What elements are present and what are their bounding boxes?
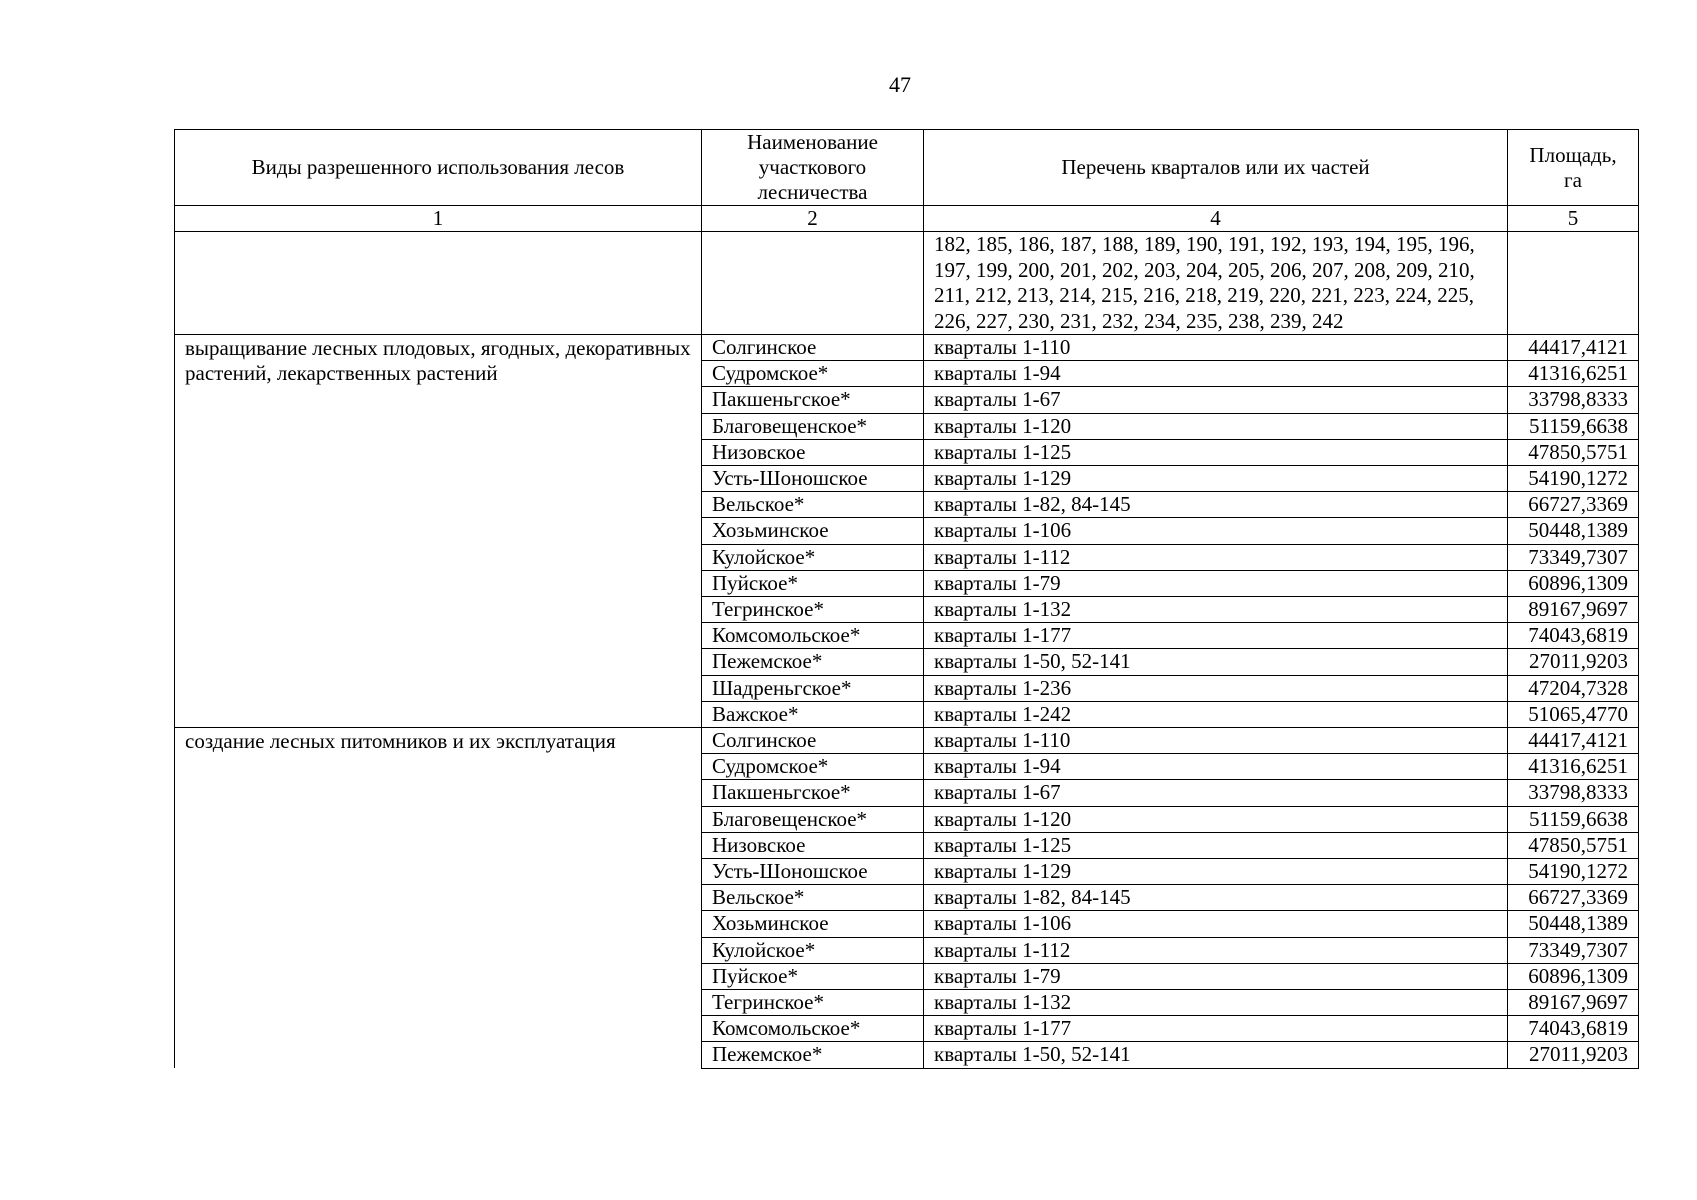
area-cell: 41316,6251 xyxy=(1508,361,1639,387)
area-cell: 50448,1389 xyxy=(1508,518,1639,544)
quarters-cell: кварталы 1-67 xyxy=(924,780,1508,806)
quarters-cell: кварталы 1-132 xyxy=(924,990,1508,1016)
area-cell: 60896,1309 xyxy=(1508,570,1639,596)
quarters-cell: кварталы 1-125 xyxy=(924,832,1508,858)
forestry-name-cell: Пуйское* xyxy=(702,963,924,989)
quarters-cell: кварталы 1-50, 52-141 xyxy=(924,649,1508,675)
forestry-name-cell: Комсомольское* xyxy=(702,623,924,649)
forestry-name-cell: Важское* xyxy=(702,701,924,727)
forestry-name-cell: Тегринское* xyxy=(702,597,924,623)
header-forestry-name: Наименование участкового лесничества xyxy=(702,130,924,206)
area-cell: 66727,3369 xyxy=(1508,885,1639,911)
quarters-cell: кварталы 1-236 xyxy=(924,675,1508,701)
quarters-cell: кварталы 1-120 xyxy=(924,413,1508,439)
area-cell: 73349,7307 xyxy=(1508,544,1639,570)
forestry-name-cell: Усть-Шоношское xyxy=(702,859,924,885)
column-number: 2 xyxy=(702,206,924,232)
column-number: 5 xyxy=(1508,206,1639,232)
forestry-name-cell: Кулойское* xyxy=(702,937,924,963)
area-cell: 50448,1389 xyxy=(1508,911,1639,937)
header-area: Площадь, га xyxy=(1508,130,1639,206)
quarters-cell: кварталы 1-242 xyxy=(924,701,1508,727)
area-cell: 27011,9203 xyxy=(1508,649,1639,675)
forestry-name-cell: Комсомольское* xyxy=(702,1016,924,1042)
forestry-name-cell: Пежемское* xyxy=(702,1042,924,1068)
area-cell: 74043,6819 xyxy=(1508,623,1639,649)
area-cell: 44417,4121 xyxy=(1508,728,1639,754)
continuation-row xyxy=(175,232,1639,335)
quarters-cell: кварталы 1-112 xyxy=(924,544,1508,570)
page-number: 47 xyxy=(889,72,911,97)
area-cell: 74043,6819 xyxy=(1508,1016,1639,1042)
quarters-cell: кварталы 1-120 xyxy=(924,806,1508,832)
forestry-name-cell: Солгинское xyxy=(702,335,924,361)
forestry-name-cell: Низовское xyxy=(702,439,924,465)
column-number-row xyxy=(175,206,1639,232)
quarters-cell: кварталы 1-50, 52-141 xyxy=(924,1042,1508,1068)
area-cell: 51159,6638 xyxy=(1508,806,1639,832)
area-cell: 73349,7307 xyxy=(1508,937,1639,963)
quarters-cell: кварталы 1-129 xyxy=(924,466,1508,492)
forestry-name-cell: Хозьминское xyxy=(702,911,924,937)
forestry-name-cell: Пежемское* xyxy=(702,649,924,675)
forestry-name-cell: Пакшеньгское* xyxy=(702,387,924,413)
forestry-name-cell: Солгинское xyxy=(702,728,924,754)
table-row xyxy=(175,335,1639,361)
header-quarters-list: Перечень кварталов или их частей xyxy=(924,130,1508,206)
area-cell: 33798,8333 xyxy=(1508,780,1639,806)
area-cell: 66727,3369 xyxy=(1508,492,1639,518)
area-cell: 60896,1309 xyxy=(1508,963,1639,989)
forestry-name-cell: Тегринское* xyxy=(702,990,924,1016)
area-cell: 51159,6638 xyxy=(1508,413,1639,439)
forestry-name-cell: Вельское* xyxy=(702,885,924,911)
quarters-cell: кварталы 1-106 xyxy=(924,911,1508,937)
forestry-name-cell: Судромское* xyxy=(702,754,924,780)
quarters-cell: кварталы 1-177 xyxy=(924,623,1508,649)
quarters-cell: кварталы 1-79 xyxy=(924,570,1508,596)
forestry-name-cell: Усть-Шоношское xyxy=(702,466,924,492)
quarters-cell: кварталы 1-132 xyxy=(924,597,1508,623)
area-cell: 47850,5751 xyxy=(1508,439,1639,465)
quarters-cell: кварталы 1-106 xyxy=(924,518,1508,544)
area-cell: 47850,5751 xyxy=(1508,832,1639,858)
forestry-name-cell: Шадреньгское* xyxy=(702,675,924,701)
table-row xyxy=(175,728,1639,754)
quarters-cell: кварталы 1-112 xyxy=(924,937,1508,963)
forestry-cell-empty xyxy=(702,232,924,335)
area-cell: 33798,8333 xyxy=(1508,387,1639,413)
area-cell: 89167,9697 xyxy=(1508,597,1639,623)
forestry-name-cell: Вельское* xyxy=(702,492,924,518)
use-type-cell: выращивание лесных плодовых, ягодных, декоративных растений, лекарственных растений xyxy=(175,335,702,728)
forestry-name-cell: Пуйское* xyxy=(702,570,924,596)
forestry-name-cell: Судромское* xyxy=(702,361,924,387)
area-cell-empty xyxy=(1508,232,1639,335)
header-row xyxy=(175,130,1639,206)
forestry-name-cell: Кулойское* xyxy=(702,544,924,570)
quarters-cell: кварталы 1-79 xyxy=(924,963,1508,989)
quarters-continuation: 182, 185, 186, 187, 188, 189, 190, 191, 192, 193, 194, 195, 196, 197, 199, 200, 201, 202, 203, 204, 205, 206, 207, 208, 209, 210, 211, 212, 213, 214, 215, 216, 218, 219, 220, 221, 223, 224, 225, 226, 227, 230, 231, 232, 234, 235, 238, 239, 242 xyxy=(924,232,1508,335)
quarters-cell: кварталы 1-82, 84-145 xyxy=(924,885,1508,911)
quarters-cell: кварталы 1-94 xyxy=(924,361,1508,387)
use-type-cell: создание лесных питомников и их эксплуатация xyxy=(175,728,702,1069)
area-cell: 44417,4121 xyxy=(1508,335,1639,361)
forestry-name-cell: Низовское xyxy=(702,832,924,858)
forestry-name-cell: Пакшеньгское* xyxy=(702,780,924,806)
quarters-cell: кварталы 1-94 xyxy=(924,754,1508,780)
quarters-cell: кварталы 1-82, 84-145 xyxy=(924,492,1508,518)
quarters-cell: кварталы 1-67 xyxy=(924,387,1508,413)
area-cell: 89167,9697 xyxy=(1508,990,1639,1016)
quarters-cell: кварталы 1-129 xyxy=(924,859,1508,885)
forest-use-table xyxy=(174,129,1639,1069)
use-cell-empty xyxy=(175,232,702,335)
header-use-type: Виды разрешенного использования лесов xyxy=(175,130,702,206)
area-cell: 54190,1272 xyxy=(1508,466,1639,492)
area-cell: 41316,6251 xyxy=(1508,754,1639,780)
area-cell: 27011,9203 xyxy=(1508,1042,1639,1068)
column-number: 1 xyxy=(175,206,702,232)
quarters-cell: кварталы 1-110 xyxy=(924,335,1508,361)
forestry-name-cell: Хозьминское xyxy=(702,518,924,544)
area-cell: 51065,4770 xyxy=(1508,701,1639,727)
quarters-cell: кварталы 1-110 xyxy=(924,728,1508,754)
column-number: 4 xyxy=(924,206,1508,232)
forestry-name-cell: Благовещенское* xyxy=(702,413,924,439)
area-cell: 54190,1272 xyxy=(1508,859,1639,885)
area-cell: 47204,7328 xyxy=(1508,675,1639,701)
forestry-name-cell: Благовещенское* xyxy=(702,806,924,832)
quarters-cell: кварталы 1-125 xyxy=(924,439,1508,465)
quarters-cell: кварталы 1-177 xyxy=(924,1016,1508,1042)
